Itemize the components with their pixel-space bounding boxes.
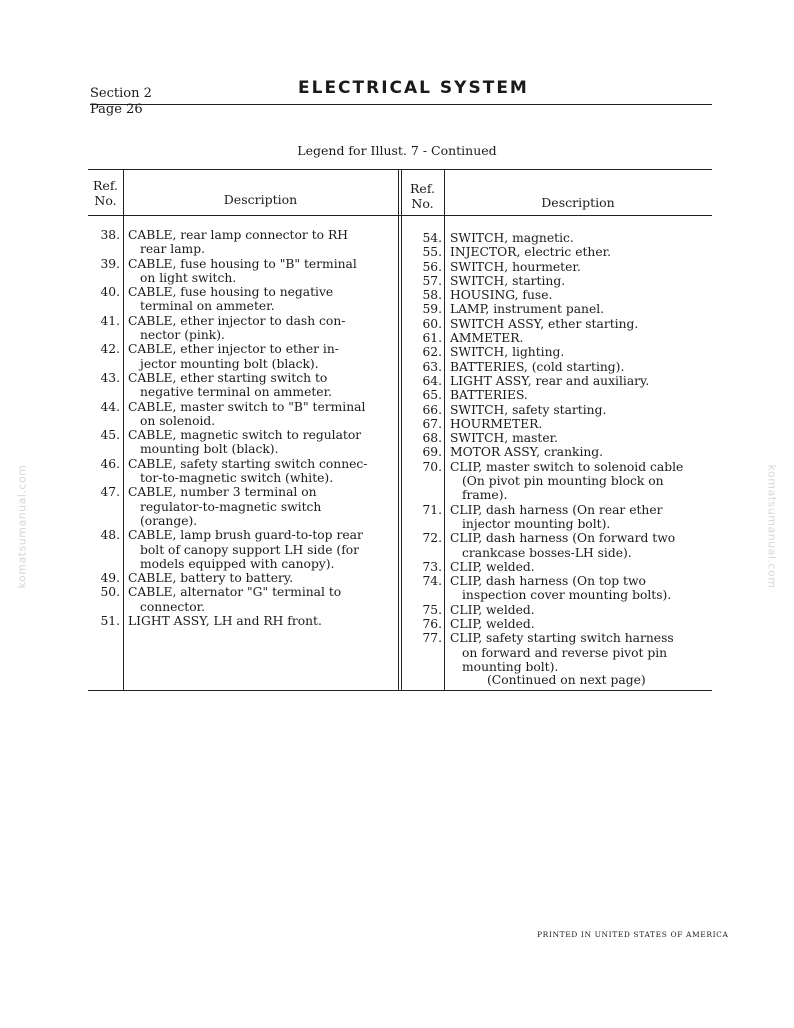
description-line: mounting bolt). bbox=[462, 659, 559, 674]
description-line: nector (pink). bbox=[140, 328, 225, 343]
list-item bbox=[402, 302, 712, 316]
list-item bbox=[402, 560, 712, 574]
ref-number: 45. bbox=[100, 428, 120, 443]
description-line: AMMETER. bbox=[450, 331, 524, 346]
ref-number: 59. bbox=[422, 302, 442, 317]
description-line: CABLE, safety starting switch connec- bbox=[128, 456, 368, 471]
description-line: SWITCH, lighting. bbox=[450, 345, 565, 360]
ref-number: 69. bbox=[422, 445, 442, 460]
legend-title: Legend for Illust. 7 - Continued bbox=[297, 143, 497, 158]
ref-number: 67. bbox=[422, 416, 442, 431]
description-line: CABLE, ether injector to dash con- bbox=[128, 313, 346, 328]
description-line: SWITCH, hourmeter. bbox=[450, 259, 581, 274]
item-description bbox=[128, 400, 398, 429]
list-item bbox=[402, 360, 712, 374]
item-description bbox=[450, 460, 712, 503]
ref-number: 62. bbox=[422, 345, 442, 360]
ref-number: 47. bbox=[100, 485, 120, 500]
ref-number: 72. bbox=[422, 531, 442, 546]
ref-number: 73. bbox=[422, 559, 442, 574]
watermark-right: komatsumanual.com bbox=[765, 464, 779, 589]
item-description bbox=[450, 603, 712, 617]
item-description bbox=[128, 528, 398, 571]
description-line: CLIP, dash harness (On top two bbox=[450, 574, 646, 589]
item-description bbox=[128, 228, 398, 257]
ref-number: 58. bbox=[422, 288, 442, 303]
list-item bbox=[88, 257, 398, 286]
description-line: crankcase bosses-LH side). bbox=[462, 545, 632, 560]
ref-number: 61. bbox=[422, 331, 442, 346]
list-item bbox=[88, 342, 398, 371]
legend-table bbox=[88, 169, 712, 691]
description-line: LIGHT ASSY, LH and RH front. bbox=[128, 614, 322, 629]
item-description bbox=[128, 285, 398, 314]
description-line: on forward and reverse pivot pin bbox=[462, 645, 668, 660]
list-item bbox=[402, 331, 712, 345]
item-description bbox=[450, 574, 712, 603]
item-description bbox=[128, 342, 398, 371]
description-line: terminal on ammeter. bbox=[140, 299, 275, 314]
description-line: connector. bbox=[140, 599, 206, 614]
list-item bbox=[402, 574, 712, 603]
description-line: SWITCH, starting. bbox=[450, 273, 566, 288]
list-item bbox=[402, 431, 712, 445]
list-item bbox=[402, 245, 712, 259]
item-description bbox=[128, 371, 398, 400]
list-item bbox=[88, 285, 398, 314]
list-item bbox=[88, 457, 398, 486]
description-line: CABLE, battery to battery. bbox=[128, 571, 294, 586]
list-item bbox=[88, 585, 398, 614]
list-item bbox=[88, 371, 398, 400]
description-line: injector mounting bolt). bbox=[462, 516, 611, 531]
ref-number: 57. bbox=[422, 273, 442, 288]
list-item bbox=[402, 388, 712, 402]
header-description-right: Description bbox=[541, 195, 615, 210]
table-head-rule bbox=[88, 215, 712, 216]
list-item bbox=[402, 603, 712, 617]
list-item bbox=[402, 460, 712, 503]
description-line: rear lamp. bbox=[140, 242, 205, 257]
list-item bbox=[402, 260, 712, 274]
item-description bbox=[450, 431, 712, 445]
description-line: CABLE, rear lamp connector to RH bbox=[128, 228, 348, 242]
description-line: BATTERIES, (cold starting). bbox=[450, 359, 625, 374]
ref-number: 38. bbox=[100, 228, 120, 242]
item-description bbox=[450, 403, 712, 417]
item-description bbox=[450, 417, 712, 431]
ref-number: 64. bbox=[422, 373, 442, 388]
list-item bbox=[402, 345, 712, 359]
description-line: HOUSING, fuse. bbox=[450, 288, 553, 303]
list-item bbox=[88, 485, 398, 528]
description-line: inspection cover mounting bolts). bbox=[462, 588, 672, 603]
item-description bbox=[128, 614, 398, 628]
page-number: Page 26 bbox=[90, 102, 143, 117]
item-description bbox=[450, 445, 712, 459]
ref-number: 74. bbox=[422, 574, 442, 589]
description-line: LIGHT ASSY, rear and auxiliary. bbox=[450, 373, 650, 388]
ref-number: 42. bbox=[100, 342, 120, 357]
ref-number: 41. bbox=[100, 313, 120, 328]
page-title: ELECTRICAL SYSTEM bbox=[298, 78, 529, 98]
ref-number: 56. bbox=[422, 259, 442, 274]
item-description bbox=[450, 617, 712, 631]
list-item bbox=[88, 571, 398, 585]
ref-number: 66. bbox=[422, 402, 442, 417]
item-description bbox=[450, 631, 712, 674]
description-line: jector mounting bolt (black). bbox=[140, 356, 319, 371]
header-ref-line: Ref. bbox=[410, 181, 435, 196]
header-ref-line: No. bbox=[411, 196, 434, 211]
item-description bbox=[450, 260, 712, 274]
description-line: CABLE, alternator "G" terminal to bbox=[128, 585, 342, 600]
description-line: SWITCH, master. bbox=[450, 431, 559, 446]
list-item bbox=[88, 228, 398, 257]
list-item bbox=[402, 417, 712, 431]
description-line: CABLE, ether injector to ether in- bbox=[128, 342, 339, 357]
table-bottom-rule bbox=[88, 690, 712, 691]
ref-number: 43. bbox=[100, 370, 120, 385]
description-line: (orange). bbox=[140, 513, 198, 528]
description-line: CABLE, ether starting switch to bbox=[128, 370, 328, 385]
item-description bbox=[450, 360, 712, 374]
description-line: CABLE, master switch to "B" terminal bbox=[128, 399, 366, 414]
description-line: CLIP, dash harness (On forward two bbox=[450, 531, 676, 546]
ref-number: 60. bbox=[422, 316, 442, 331]
list-item bbox=[402, 231, 712, 245]
header-rule bbox=[90, 104, 712, 105]
ref-number: 51. bbox=[100, 614, 120, 629]
header-ref-line: No. bbox=[94, 193, 117, 208]
list-item bbox=[402, 617, 712, 631]
description-line: models equipped with canopy). bbox=[140, 556, 335, 571]
list-item bbox=[88, 528, 398, 571]
description-line: CLIP, master switch to solenoid cable bbox=[450, 459, 684, 474]
item-description bbox=[450, 503, 712, 532]
right-column bbox=[402, 231, 712, 674]
column-divider bbox=[398, 169, 399, 691]
description-line: mounting bolt (black). bbox=[140, 442, 279, 457]
description-line: CABLE, magnetic switch to regulator bbox=[128, 428, 362, 443]
description-line: CABLE, fuse housing to negative bbox=[128, 285, 334, 300]
description-line: (On pivot pin mounting block on frame). bbox=[462, 474, 664, 503]
header-ref-right bbox=[401, 181, 444, 211]
ref-number: 54. bbox=[422, 231, 442, 245]
description-line: SWITCH ASSY, ether starting. bbox=[450, 316, 639, 331]
description-line: CLIP, safety starting switch harness bbox=[450, 631, 674, 646]
description-line: CLIP, dash harness (On rear ether bbox=[450, 502, 663, 517]
item-description bbox=[128, 314, 398, 343]
ref-number: 39. bbox=[100, 256, 120, 271]
item-description bbox=[450, 302, 712, 316]
ref-number: 46. bbox=[100, 456, 120, 471]
description-line: CLIP, welded. bbox=[450, 559, 535, 574]
description-line: regulator-to-magnetic switch bbox=[140, 499, 322, 514]
description-line: BATTERIES. bbox=[450, 388, 528, 403]
description-line: INJECTOR, electric ether. bbox=[450, 245, 612, 260]
description-line: SWITCH, safety starting. bbox=[450, 402, 607, 417]
description-line: CABLE, number 3 terminal on bbox=[128, 485, 317, 500]
description-line: SWITCH, magnetic. bbox=[450, 231, 574, 245]
description-line: CLIP, welded. bbox=[450, 602, 535, 617]
ref-number: 55. bbox=[422, 245, 442, 260]
item-description bbox=[450, 231, 712, 245]
description-line: MOTOR ASSY, cranking. bbox=[450, 445, 604, 460]
item-description bbox=[450, 531, 712, 560]
ref-number: 70. bbox=[422, 459, 442, 474]
item-description bbox=[450, 245, 712, 259]
ref-number: 68. bbox=[422, 431, 442, 446]
item-description bbox=[450, 274, 712, 288]
header-description-left: Description bbox=[223, 192, 298, 207]
section-label: Section 2 bbox=[90, 86, 152, 101]
list-item bbox=[402, 631, 712, 674]
list-item bbox=[402, 445, 712, 459]
left-column bbox=[88, 228, 398, 628]
description-line: CLIP, welded. bbox=[450, 617, 535, 632]
description-line: LAMP, instrument panel. bbox=[450, 302, 605, 317]
item-description bbox=[450, 331, 712, 345]
description-line: on light switch. bbox=[140, 270, 237, 285]
ref-number: 75. bbox=[422, 602, 442, 617]
ref-number: 44. bbox=[100, 399, 120, 414]
ref-number: 40. bbox=[100, 285, 120, 300]
description-line: on solenoid. bbox=[140, 413, 216, 428]
list-item bbox=[402, 531, 712, 560]
description-line: HOURMETER. bbox=[450, 416, 543, 431]
item-description bbox=[128, 457, 398, 486]
list-item bbox=[88, 400, 398, 429]
item-description bbox=[128, 485, 398, 528]
item-description bbox=[128, 585, 398, 614]
ref-number: 49. bbox=[100, 571, 120, 586]
item-description bbox=[128, 257, 398, 286]
ref-number: 48. bbox=[100, 528, 120, 543]
list-item bbox=[402, 503, 712, 532]
item-description bbox=[450, 317, 712, 331]
list-item bbox=[402, 274, 712, 288]
description-line: tor-to-magnetic switch (white). bbox=[140, 471, 334, 486]
list-item bbox=[402, 374, 712, 388]
printed-footer: PRINTED IN UNITED STATES OF AMERICA bbox=[537, 930, 729, 939]
ref-number: 63. bbox=[422, 359, 442, 374]
description-line: CABLE, lamp brush guard-to-top rear bbox=[128, 528, 363, 543]
list-item bbox=[402, 288, 712, 302]
ref-number: 77. bbox=[422, 631, 442, 646]
list-item bbox=[88, 614, 398, 628]
watermark-left: komatsumanual.com bbox=[15, 464, 29, 589]
ref-number: 50. bbox=[100, 585, 120, 600]
list-item bbox=[88, 428, 398, 457]
continued-note: (Continued on next page) bbox=[487, 673, 646, 687]
list-item bbox=[402, 403, 712, 417]
ref-number: 71. bbox=[422, 502, 442, 517]
list-item bbox=[88, 314, 398, 343]
table-top-rule bbox=[88, 169, 712, 170]
header-ref-left bbox=[88, 178, 123, 208]
item-description bbox=[128, 571, 398, 585]
description-line: negative terminal on ammeter. bbox=[140, 385, 333, 400]
description-line: bolt of canopy support LH side (for bbox=[140, 542, 360, 557]
item-description bbox=[450, 560, 712, 574]
list-item bbox=[402, 317, 712, 331]
item-description bbox=[450, 345, 712, 359]
header-ref-line: Ref. bbox=[93, 178, 118, 193]
item-description bbox=[450, 288, 712, 302]
description-line: CABLE, fuse housing to "B" terminal bbox=[128, 256, 357, 271]
ref-number: 65. bbox=[422, 388, 442, 403]
ref-number: 76. bbox=[422, 617, 442, 632]
item-description bbox=[450, 374, 712, 388]
item-description bbox=[450, 388, 712, 402]
item-description bbox=[128, 428, 398, 457]
